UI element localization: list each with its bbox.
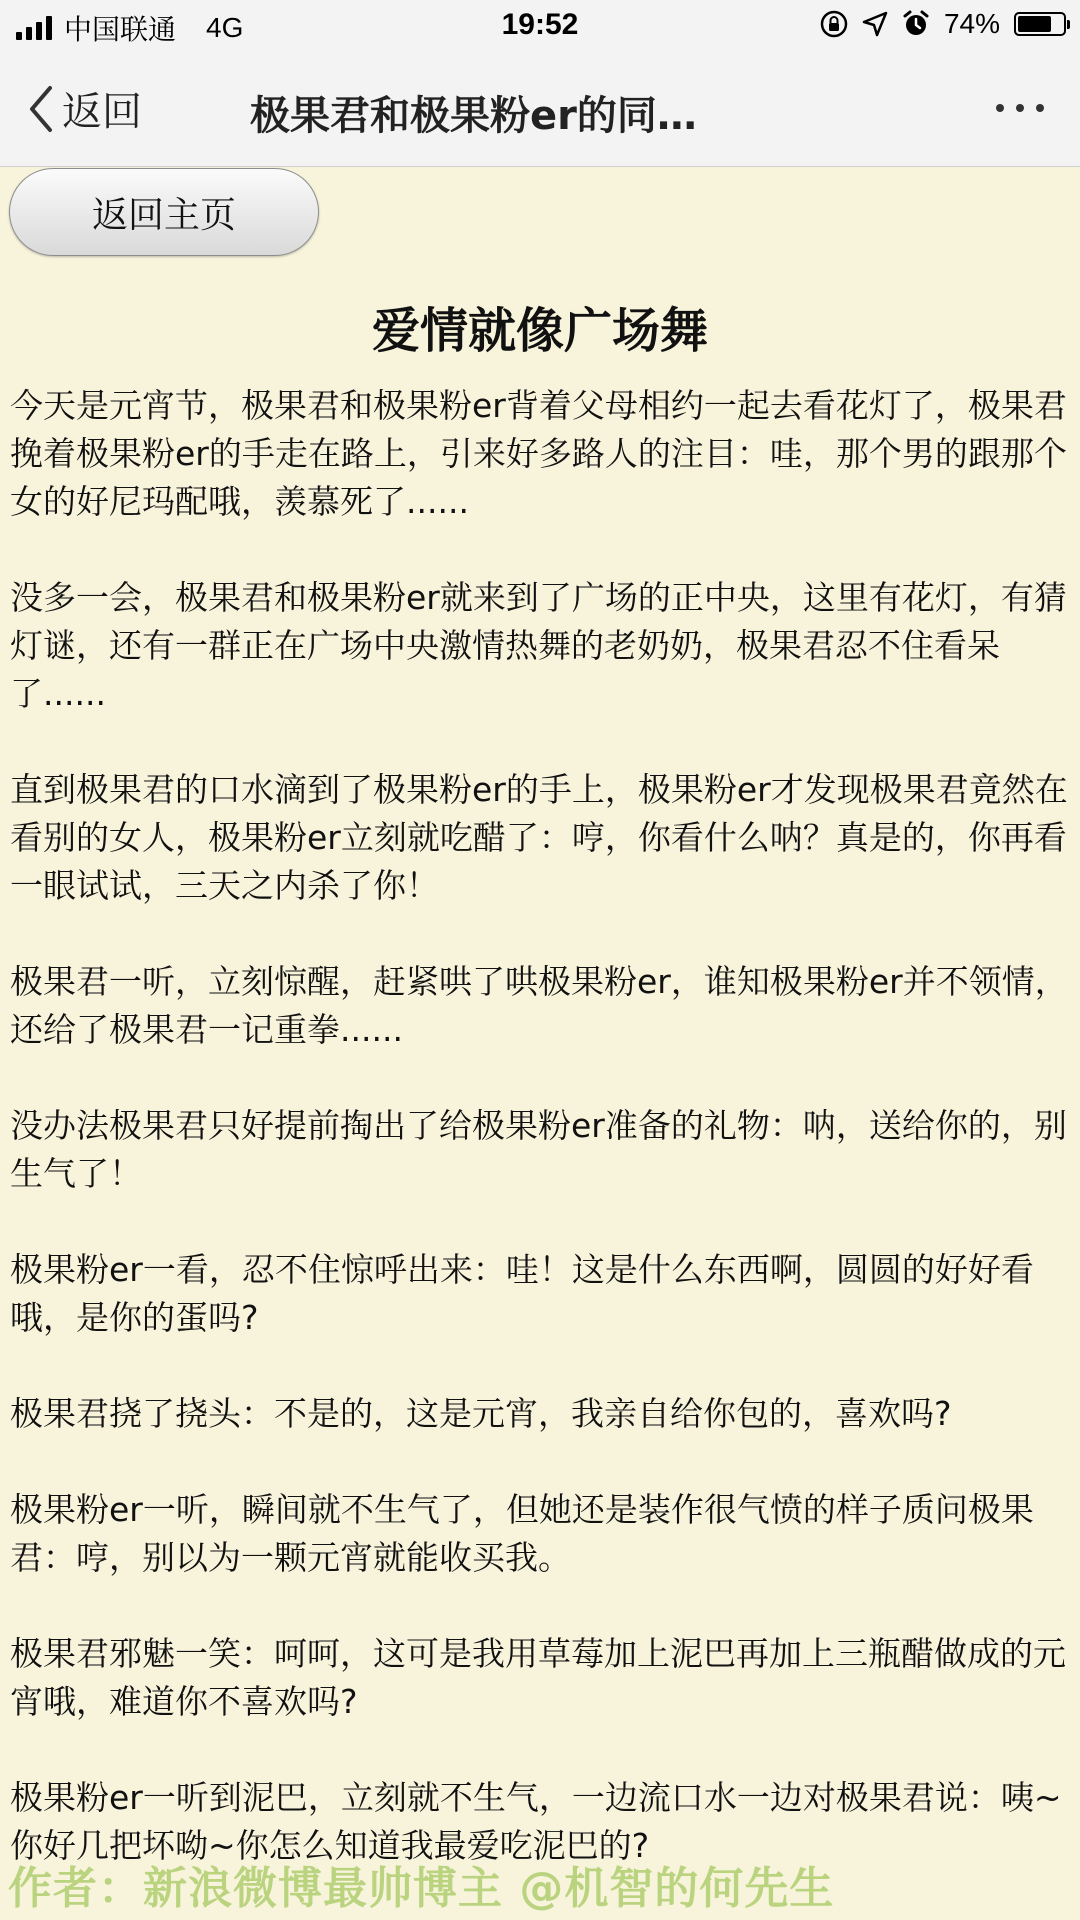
author-watermark: 作者：新浪微博最帅博主 @机智的何先生 bbox=[8, 1863, 835, 1914]
chevron-left-icon bbox=[28, 84, 54, 134]
article-paragraph: 极果粉er一听，瞬间就不生气了，但她还是装作很气愤的样子质问极果君：哼，别以为一颗元宵就能收买我。 bbox=[10, 1490, 1034, 1577]
status-right bbox=[820, 8, 1066, 40]
network-type: 4G bbox=[206, 12, 244, 43]
location-arrow-icon bbox=[862, 11, 888, 37]
article-paragraph: 直到极果君的口水滴到了极果粉er的手上，极果粉er才发现极果君竟然在看别的女人，极果粉er立刻就吃醋了：哼，你看什么呐？真是的，你再看一眼试试，三天之内杀了你！ bbox=[10, 770, 1068, 905]
page-title: 极果君和极果粉er的同… bbox=[250, 93, 697, 139]
battery-percentage: 74% bbox=[943, 8, 1000, 39]
article-body bbox=[10, 382, 1074, 1918]
article-title: 爱情就像广场舞 bbox=[371, 303, 708, 359]
article-paragraph: 极果君挠了挠头：不是的，这是元宵，我亲自给你包的，喜欢吗? bbox=[10, 1394, 952, 1433]
article-paragraph: 极果君一听，立刻惊醒，赶紧哄了哄极果粉er，谁知极果粉er并不领情，还给了极果君一记重拳...... bbox=[10, 962, 1068, 1049]
article-paragraph: 没多一会，极果君和极果粉er就来到了广场的正中央，这里有花灯，有猜灯谜，还有一群正在广场中央激情热舞的老奶奶，极果君忍不住看呆了...... bbox=[10, 578, 1067, 713]
article-paragraph: 极果粉er一听到泥巴，立刻就不生气，一边流口水一边对极果君说：咦~你好几把坏呦~你怎么知道我最爱吃泥巴的? bbox=[10, 1778, 1062, 1865]
article-paragraph: 极果粉er一看，忍不住惊呼出来：哇！这是什么东西啊，圆圆的好好看哦，是你的蛋吗? bbox=[10, 1250, 1034, 1337]
battery-icon bbox=[1014, 12, 1066, 36]
navigation-bar bbox=[0, 54, 1080, 167]
article-paragraph: 没办法极果君只好提前掏出了给极果粉er准备的礼物：呐，送给你的，别生气了！ bbox=[10, 1106, 1067, 1193]
orientation-lock-icon bbox=[820, 10, 848, 38]
status-time: 19:52 bbox=[501, 8, 579, 41]
more-dots-icon[interactable] bbox=[996, 104, 1044, 112]
article-paragraph: 极果君邪魅一笑：呵呵，这可是我用草莓加上泥巴再加上三瓶醋做成的元宵哦，难道你不喜欢吗? bbox=[10, 1634, 1066, 1721]
alarm-clock-icon bbox=[902, 10, 930, 38]
article-paragraph: 今天是元宵节，极果君和极果粉er背着父母相约一起去看花灯了，极果君挽着极果粉er的手走在路上，引来好多路人的注目：哇，那个男的跟那个女的好尼玛配哦，羡慕死了...... bbox=[10, 386, 1067, 521]
status-bar bbox=[0, 0, 1080, 54]
carrier-name: 中国联通 bbox=[64, 13, 177, 46]
back-label: 返回 bbox=[62, 89, 142, 135]
battery-fill bbox=[1018, 16, 1051, 32]
back-to-home-button[interactable]: 返回主页 bbox=[9, 168, 319, 256]
back-button[interactable] bbox=[28, 80, 142, 137]
